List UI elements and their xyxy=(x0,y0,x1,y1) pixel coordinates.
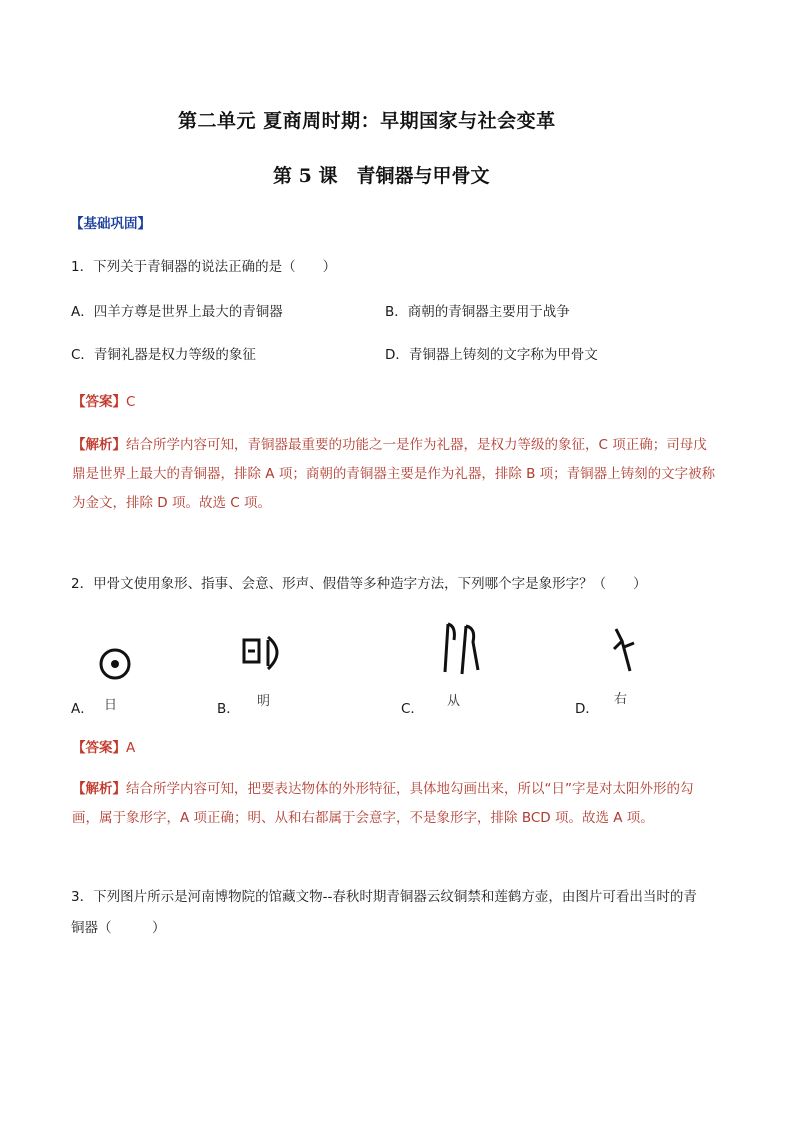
answer-tag: 【答案】 xyxy=(72,740,126,756)
oracle-you-icon xyxy=(610,625,640,675)
question-2-explanation xyxy=(72,775,720,833)
question-2-option-b-letter: B． xyxy=(217,701,240,717)
question-2-option-d-char: 右 xyxy=(614,692,628,707)
answer-tag: 【答案】 xyxy=(72,394,126,410)
oracle-ming-icon xyxy=(240,634,290,674)
explanation-text: 结合所学内容可知，把要表达物体的外形特征，具体地勾画出来，所以“日”字是对太阳外形的勾画，属于象形字，A 项正确；明、从和右都属于会意字，不是象形字，排除 BCD 项。故选 A 项。 xyxy=(72,781,694,826)
answer-value: A xyxy=(126,740,136,756)
oracle-sun-icon xyxy=(96,645,136,685)
question-2-option-c-char: 从 xyxy=(447,694,461,709)
question-2-option-c-letter: C． xyxy=(401,701,424,717)
question-1-option-a: A．四羊方尊是世界上最大的青铜器 xyxy=(71,304,283,320)
question-1-explanation xyxy=(72,431,720,518)
question-3-stem-line-1: 3．下列图片所示是河南博物院的馆藏文物--春秋时期青铜器云纹铜禁和莲鹤方壶，由图片可看出当时的青 xyxy=(71,889,697,905)
question-1-stem: 1．下列关于青铜器的说法正确的是（ ） xyxy=(71,259,337,275)
explanation-tag: 【解析】 xyxy=(72,781,126,797)
question-1-option-c: C．青铜礼器是权力等级的象征 xyxy=(71,347,256,363)
explanation-tag: 【解析】 xyxy=(72,437,126,453)
section-label: 【基础巩固】 xyxy=(70,216,151,232)
question-2-stem: 2．甲骨文使用象形、指事、会意、形声、假借等多种造字方法，下列哪个字是象形字？（ ） xyxy=(71,576,647,592)
explanation-text: 结合所学内容可知，青铜器最重要的功能之一是作为礼器，是权力等级的象征，C 项正确；司母戊鼎是世界上最大的青铜器，排除 A 项；商朝的青铜器主要是作为礼器，排除 B 项；青铜器上铸刻的文字被称为金文，排除 D 项。故选 C 项。 xyxy=(72,437,716,511)
question-2-answer xyxy=(72,736,135,756)
oracle-cong-icon xyxy=(438,620,488,680)
question-2-option-a-char: 日 xyxy=(104,698,118,713)
question-2-option-d-letter: D． xyxy=(575,701,599,717)
answer-value: C xyxy=(126,394,136,410)
question-1-answer xyxy=(72,390,135,410)
question-3-stem-line-2: 铜器（ ） xyxy=(71,920,166,936)
question-1-option-b: B．商朝的青铜器主要用于战争 xyxy=(385,304,570,320)
question-2-option-a-letter: A． xyxy=(71,701,94,717)
question-1-option-d: D．青铜器上铸刻的文字称为甲骨文 xyxy=(385,347,598,363)
unit-title: 第二单元 夏商周时期：早期国家与社会变革 xyxy=(178,110,556,132)
question-2-option-b-char: 明 xyxy=(257,694,271,709)
lesson-title: 第 5 课 青铜器与甲骨文 xyxy=(273,165,490,187)
